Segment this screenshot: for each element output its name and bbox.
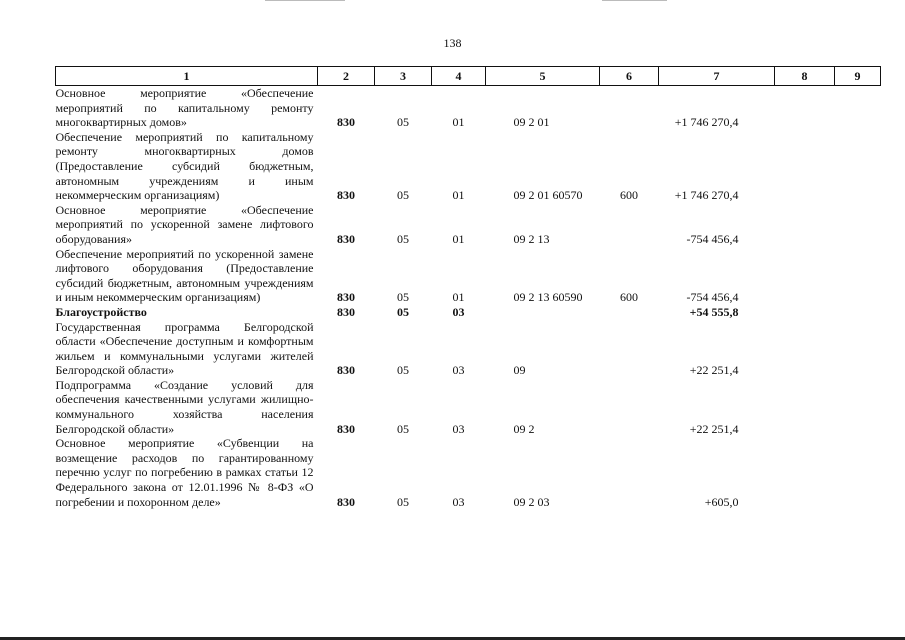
row-col8-cell — [775, 436, 835, 509]
page-number: 138 — [443, 36, 462, 50]
row-col9-cell — [835, 436, 881, 509]
row-expense-type-cell — [600, 436, 659, 509]
row-expense-type-cell — [600, 203, 659, 247]
row-col9-cell — [835, 203, 881, 247]
row-subsection-cell: 01 — [452, 290, 465, 305]
row-code-cell: 830 — [337, 115, 355, 130]
row-code-cell: 830 — [337, 290, 355, 305]
row-target-article-cell: 09 2 03 — [513, 494, 550, 509]
row-subsection-cell: 03 — [452, 304, 465, 319]
row-col8-cell — [775, 86, 835, 130]
row-col8-cell — [775, 320, 835, 378]
row-section-cell: 05 — [397, 188, 409, 203]
row-code-cell: 830 — [337, 494, 355, 509]
table-row — [56, 378, 881, 436]
row-col9-cell — [835, 378, 881, 436]
row-section-cell: 05 — [397, 363, 409, 378]
row-expense-type-cell: 600 — [620, 290, 638, 305]
row-subsection-cell: 01 — [452, 115, 465, 130]
row-col9-cell — [835, 320, 881, 378]
row-code-cell: 830 — [337, 421, 355, 436]
row-amount-cell: -754 456,4 — [686, 231, 739, 246]
row-amount-cell: +1 746 270,4 — [674, 115, 739, 130]
row-subsection-cell: 03 — [452, 494, 465, 509]
row-target-article-cell: 09 2 01 — [513, 115, 550, 130]
row-amount-cell: +605,0 — [704, 494, 739, 509]
header-cell: 5 — [486, 67, 600, 86]
row-subsection-cell: 01 — [452, 231, 465, 246]
row-target-article-cell: 09 2 13 — [513, 231, 550, 246]
row-code-cell: 830 — [337, 231, 355, 246]
row-col9-cell — [835, 86, 881, 130]
header-cell: 8 — [775, 67, 835, 86]
row-name-cell: Обеспечение мероприятий по ускоренной замене лифтового оборудования (Предоставление субсидий бюджетным, автономным учреждениям и иным некоммерческим организациям) — [55, 246, 314, 305]
row-name-cell: Основное мероприятие «Обеспечение мероприятий по капитальному ремонту многоквартирных домов» — [55, 86, 314, 130]
row-name-cell: Благоустройство — [55, 304, 147, 319]
row-name-cell: Государственная программа Белгородской области «Обеспечение доступным и комфортным жильем и коммунальными услугами жителей Белгородской области» — [55, 319, 314, 378]
row-code-cell: 830 — [337, 363, 355, 378]
table-row — [56, 203, 881, 247]
table-row — [56, 436, 881, 509]
scan-edge-line — [265, 0, 345, 1]
header-cell: 1 — [56, 67, 318, 86]
row-name-cell: Обеспечение мероприятий по капитальному ремонту многоквартирных домов (Предоставление субсидий бюджетным, автономным учреждениям и иным некоммерческим организациям) — [55, 129, 314, 203]
row-name-cell: Основное мероприятие «Обеспечение мероприятий по ускоренной замене лифтового оборудования» — [55, 202, 314, 246]
row-col9-cell — [835, 305, 881, 320]
row-subsection-cell: 01 — [452, 188, 465, 203]
header-cell: 4 — [432, 67, 486, 86]
row-target-article-cell — [486, 305, 600, 320]
row-target-article-cell: 09 2 13 60590 — [513, 290, 583, 305]
row-code-cell: 830 — [337, 304, 355, 319]
row-subsection-cell: 03 — [452, 363, 465, 378]
row-expense-type-cell — [600, 305, 659, 320]
row-col8-cell — [775, 203, 835, 247]
row-amount-cell: +54 555,8 — [689, 304, 739, 319]
row-amount-cell: +1 746 270,4 — [674, 188, 739, 203]
row-expense-type-cell — [600, 320, 659, 378]
row-col8-cell — [775, 305, 835, 320]
row-col8-cell — [775, 130, 835, 203]
row-expense-type-cell — [600, 378, 659, 436]
row-section-cell: 05 — [397, 304, 409, 319]
table-row — [56, 130, 881, 203]
row-target-article-cell: 09 2 01 60570 — [513, 188, 583, 203]
row-amount-cell: +22 251,4 — [689, 363, 739, 378]
row-col9-cell — [835, 247, 881, 305]
row-expense-type-cell: 600 — [620, 188, 638, 203]
scan-edge-line — [602, 0, 667, 1]
table-row — [56, 305, 881, 320]
header-cell: 9 — [835, 67, 881, 86]
row-name-cell: Подпрограмма «Создание условий для обеспечения качественными услугами жилищно-коммунального хозяйства населения Белгородской области» — [55, 377, 314, 436]
table-row — [56, 86, 881, 130]
header-cell: 7 — [659, 67, 775, 86]
table-header-row — [56, 67, 881, 86]
row-section-cell: 05 — [397, 421, 409, 436]
budget-table — [55, 66, 881, 509]
row-expense-type-cell — [600, 86, 659, 130]
row-section-cell: 05 — [397, 494, 409, 509]
row-target-article-cell: 09 — [513, 363, 526, 378]
row-amount-cell: +22 251,4 — [689, 421, 739, 436]
table-row — [56, 320, 881, 378]
header-cell: 6 — [600, 67, 659, 86]
row-section-cell: 05 — [397, 290, 409, 305]
row-amount-cell: -754 456,4 — [686, 290, 739, 305]
row-subsection-cell: 03 — [452, 421, 465, 436]
header-cell: 3 — [375, 67, 432, 86]
row-col9-cell — [835, 130, 881, 203]
row-section-cell: 05 — [397, 231, 409, 246]
header-cell: 2 — [318, 67, 375, 86]
row-section-cell: 05 — [397, 115, 409, 130]
row-col8-cell — [775, 247, 835, 305]
row-name-cell: Основное мероприятие «Субвенции на возмещение расходов по гарантированному перечню услуг по погребению в рамках статьи 12 Федерального закона от 12.01.1996 № 8-ФЗ «О погребении и похоронном деле» — [55, 436, 314, 509]
row-target-article-cell: 09 2 — [513, 421, 535, 436]
row-col8-cell — [775, 378, 835, 436]
table-row — [56, 247, 881, 305]
row-code-cell: 830 — [337, 188, 355, 203]
